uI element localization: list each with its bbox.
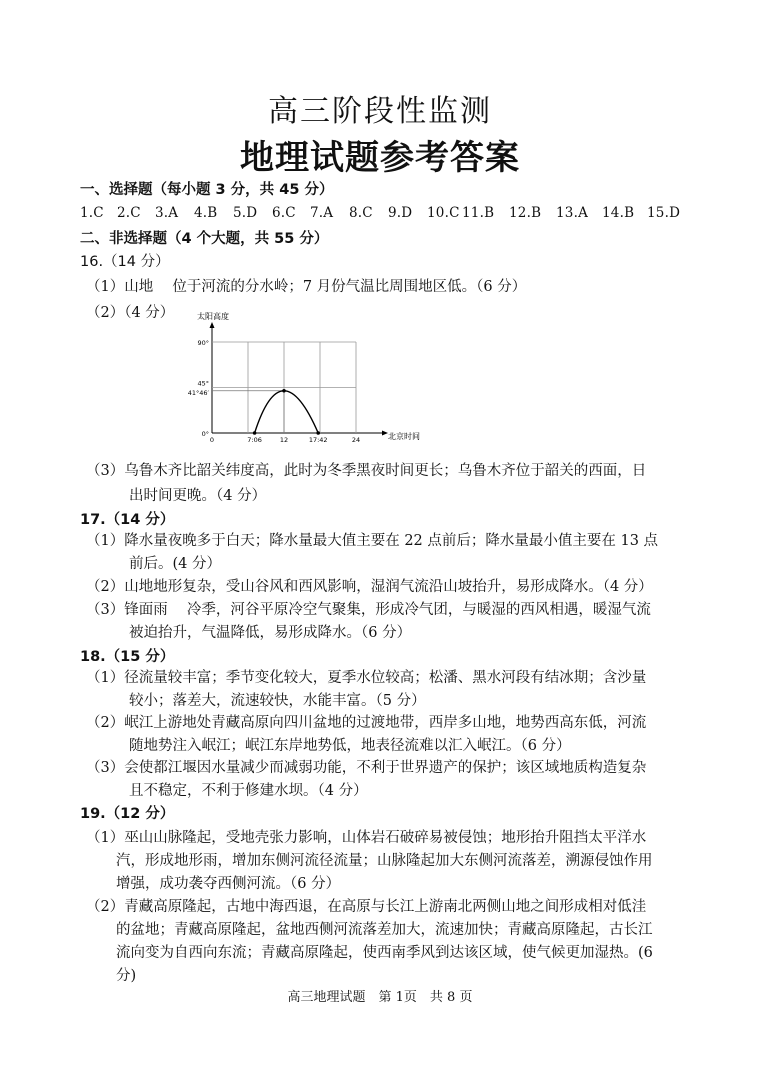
q16-part-3-line-2: 出时间更晚。（4 分） bbox=[129, 488, 267, 504]
mc-answer: 7.A bbox=[310, 205, 334, 221]
chart-x-tick-label: 12 bbox=[279, 436, 289, 444]
q17-heading: 17.（14 分） bbox=[80, 512, 175, 528]
q18-part-1-line-2: 较小；落差大，流速较快，水能丰富。（5 分） bbox=[129, 693, 426, 709]
q17-part-2: （2）山地地形复杂，受山谷风和西风影响，湿润气流沿山坡抬升，易形成降水。（4 分） bbox=[86, 579, 653, 595]
mc-answer-row bbox=[80, 205, 680, 225]
q19-part-2-line-1: （2）青藏高原隆起，古地中海西退，在高原与长江上游南北两侧山地之间形成相对低洼 bbox=[86, 899, 647, 915]
q18-heading: 18.（15 分） bbox=[80, 649, 175, 665]
chart-y-label: 太阳高度 bbox=[197, 312, 229, 321]
solar-altitude-curve bbox=[255, 391, 319, 433]
mc-answer: 11.B bbox=[462, 205, 495, 221]
mc-answer: 1.C bbox=[80, 205, 104, 221]
chart-y-tick-label: 0° bbox=[201, 430, 209, 438]
q18-part-2-line-1: （2）岷江上游地处青藏高原向四川盆地的过渡地带，西岸多山地，地势西高东低，河流 bbox=[86, 715, 647, 731]
q19-part-2-line-4: 分) bbox=[116, 968, 137, 984]
chart-y-arrow bbox=[210, 322, 215, 328]
q19-part-2-line-3: 流向变为自西向东流；青藏高原隆起，使西南季风到达该区域，使气候更加湿热。(6 bbox=[116, 945, 653, 961]
q17-part-3-line-2: 被迫抬升，气温降低，易形成降水。（6 分） bbox=[129, 625, 412, 641]
mc-answer: 6.C bbox=[272, 205, 296, 221]
q16-part-3-line-1: （3）乌鲁木齐比韶关纬度高，此时为冬季黑夜时间更长；乌鲁木齐位于韶关的西面，日 bbox=[86, 463, 647, 479]
section-2-heading: 二、非选择题（4 个大题，共 55 分） bbox=[80, 231, 329, 247]
mc-answer: 3.A bbox=[155, 205, 179, 221]
chart-x-tick-label: 7:06 bbox=[247, 436, 262, 444]
chart-x-label: 北京时间 bbox=[388, 432, 420, 441]
mc-answer: 8.C bbox=[349, 205, 373, 221]
mc-answer: 10.C bbox=[427, 205, 460, 221]
chart-x-tick-label: 24 bbox=[351, 436, 361, 444]
q16-part-1: （1）山地 位于河流的分水岭；7 月份气温比周围地区低。（6 分） bbox=[86, 279, 527, 295]
q16-heading: 16.（14 分） bbox=[80, 254, 170, 270]
title-line-1: 高三阶段性监测 bbox=[268, 94, 492, 129]
chart-y-tick-label: 45° bbox=[197, 379, 209, 388]
mc-answer: 12.B bbox=[509, 205, 542, 221]
q16-part-2: （2）（4 分） bbox=[86, 305, 175, 321]
q17-part-1-line-1: （1）降水量夜晚多于白天；降水量最大值主要在 22 点前后；降水量最小值主要在 13 点 bbox=[86, 533, 659, 549]
mc-answer: 2.C bbox=[117, 205, 141, 221]
q18-part-2-line-2: 随地势注入岷江；岷江东岸地势低，地表径流难以汇入岷江。（6 分） bbox=[129, 738, 571, 754]
title-line-2: 地理试题参考答案 bbox=[240, 138, 520, 178]
chart-data-point bbox=[282, 389, 286, 393]
q18-part-3-line-1: （3）会使都江堰因水量减少而减弱功能，不利于世界遗产的保护；该区域地质构造复杂 bbox=[86, 760, 647, 776]
mc-answer: 5.D bbox=[233, 205, 258, 221]
q17-part-3-line-1: （3）锋面雨 冷季，河谷平原冷空气聚集，形成冷气团，与暖湿的西风相遇，暖湿气流 bbox=[86, 602, 651, 618]
q18-part-3-line-2: 且不稳定，不利于修建水坝。（4 分） bbox=[129, 783, 368, 799]
q19-part-2-line-2: 的盆地；青藏高原隆起，盆地西侧河流落差加大，流速加快；青藏高原隆起，古长江 bbox=[116, 922, 653, 938]
mc-answer: 14.B bbox=[602, 205, 635, 221]
chart-x-tick-label: 0 bbox=[209, 436, 215, 444]
q17-part-1-line-2: 前后。(4 分） bbox=[129, 556, 221, 572]
chart-data-point bbox=[253, 431, 257, 435]
section-1-heading: 一、选择题（每小题 3 分，共 45 分） bbox=[80, 182, 334, 198]
mc-answer: 13.A bbox=[556, 205, 589, 221]
chart-data-point bbox=[316, 431, 320, 435]
q19-part-1-line-2: 汽，形成地形雨，增加东侧河流径流量；山脉隆起加大东侧河流落差，溯源侵蚀作用 bbox=[116, 853, 653, 869]
chart-x-tick-label: 17:42 bbox=[308, 436, 328, 444]
q19-heading: 19.（12 分） bbox=[80, 806, 175, 822]
chart-y-tick-label: 90° bbox=[197, 339, 209, 347]
q19-part-1-line-3: 增强，成功袭夺西侧河流。（6 分） bbox=[116, 876, 341, 892]
mc-answer: 4.B bbox=[194, 205, 218, 221]
solar-altitude-chart bbox=[187, 310, 430, 445]
mc-answer: 15.D bbox=[647, 205, 681, 221]
chart-y-tick-label: 41°46′ bbox=[187, 388, 209, 397]
q18-part-1-line-1: （1）径流量较丰富；季节变化较大，夏季水位较高；松潘、黑水河段有结冰期；含沙量 bbox=[86, 670, 647, 686]
q19-part-1-line-1: （1）巫山山脉隆起，受地壳张力影响，山体岩石破碎易被侵蚀；地形抬升阻挡太平洋水 bbox=[86, 830, 647, 846]
page-footer: 高三地理试题 第 1页 共 8 页 bbox=[287, 990, 473, 1005]
mc-answer: 9.D bbox=[388, 205, 413, 221]
